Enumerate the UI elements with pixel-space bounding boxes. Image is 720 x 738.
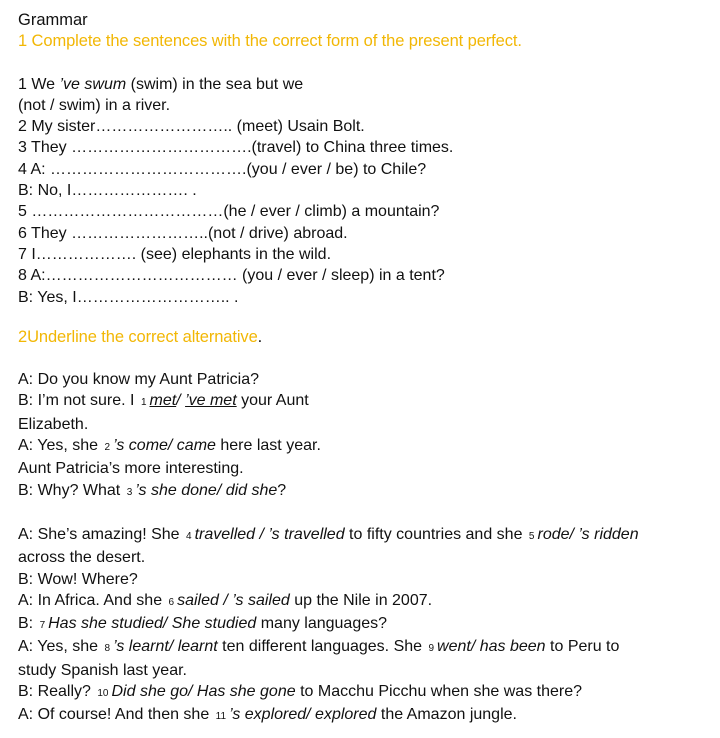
- dialogue-text: A: In Africa. And she: [18, 591, 167, 609]
- dialogue-text: A: Yes, she: [18, 437, 103, 455]
- exercise-2-heading-text: 2Underline the correct alternative: [18, 327, 258, 346]
- dialogue-text: A: Of course! And then she: [18, 706, 214, 724]
- line-text: B: Yes, I……………………….. .: [18, 288, 239, 306]
- line-text: 8 A:……………………………… (you / ever / sleep) in a tent?: [18, 267, 445, 285]
- gap-number: 3: [126, 486, 133, 498]
- gap-number: 4: [186, 530, 192, 542]
- gap-number: 10: [97, 688, 109, 700]
- dialogue-text: B: Really?: [18, 683, 96, 701]
- line-text: 2 My sister…………………….. (meet) Usain Bolt.: [18, 118, 365, 136]
- dialogue-text: your Aunt: [236, 392, 309, 410]
- alternative-option[interactable]: Has she studied/ She studied: [48, 615, 257, 633]
- alternative-option[interactable]: travelled / ’s travelled: [194, 525, 345, 543]
- alternative-option[interactable]: ’s explored/ explored: [229, 706, 377, 724]
- exercise-1-line: [18, 137, 720, 158]
- exercise-1-line: [18, 116, 720, 137]
- dialogue-text: up the Nile in 2007.: [289, 591, 433, 609]
- gap-number: 8: [104, 643, 111, 655]
- gap-number: 9: [428, 643, 435, 655]
- dialogue-text: here last year.: [215, 437, 321, 455]
- example-answer: ’ve swum: [59, 75, 127, 93]
- page-title: Grammar: [18, 11, 88, 29]
- exercise-2-dialogue-part-2: [18, 524, 720, 728]
- dialogue-text: the Amazon jungle.: [376, 706, 517, 724]
- gap-number: 6: [168, 596, 175, 608]
- exercise-1-line: [18, 223, 720, 244]
- exercise-2-heading-dot: .: [257, 327, 263, 346]
- dialogue-text: B:: [18, 615, 38, 633]
- alternative-option[interactable]: Did she go/ Has she gone: [111, 683, 296, 701]
- dialogue-line: [18, 704, 720, 727]
- dialogue-text: ?: [277, 481, 287, 499]
- gap-number: 5: [528, 530, 535, 542]
- dialogue-text: across the desert.: [18, 549, 146, 567]
- dialogue-text: B: I’m not sure. I: [18, 392, 139, 410]
- alternative-option[interactable]: ’s she done/ did she: [135, 481, 278, 499]
- alternative-option[interactable]: ’ve met: [185, 392, 237, 410]
- line-text: 3 They …………………………….(travel) to China three times.: [18, 139, 454, 157]
- alternative-option[interactable]: /: [176, 392, 186, 410]
- alternative-option[interactable]: rode/ ’s ridden: [537, 525, 639, 543]
- exercise-1-line: [18, 201, 720, 222]
- exercise-1-line: [18, 244, 720, 265]
- exercise-1-heading: 1 Complete the sentences with the correct form of the present perfect.: [18, 32, 522, 51]
- gap-number: 1: [140, 397, 147, 409]
- dialogue-line: [18, 458, 720, 479]
- dialogue-line: [18, 435, 720, 458]
- dialogue-line: [18, 681, 720, 704]
- line-text: 7 I………………. (see) elephants in the wild.: [18, 245, 332, 263]
- dialogue-line: [18, 636, 720, 659]
- line-text: (not / swim) in a river.: [18, 96, 171, 114]
- dialogue-text: Elizabeth.: [18, 415, 89, 433]
- dialogue-text: many languages?: [256, 615, 388, 633]
- dialogue-line: [18, 660, 720, 681]
- dialogue-text: A: Yes, she: [18, 638, 103, 656]
- line-text: (swim) in the sea but we: [126, 75, 304, 93]
- line-text: 1 We: [18, 75, 60, 93]
- alternative-option[interactable]: met: [149, 392, 177, 410]
- exercise-1-line: [18, 180, 720, 201]
- dialogue-line: [18, 414, 720, 435]
- exercise-1-sentences: [18, 74, 720, 308]
- exercise-1-line: [18, 74, 720, 95]
- dialogue-line: [18, 547, 720, 568]
- dialogue-line: [18, 524, 720, 547]
- alternative-option[interactable]: sailed / ’s sailed: [177, 591, 290, 609]
- dialogue-text: to Peru to: [545, 638, 620, 656]
- alternative-option[interactable]: ’s come/ came: [113, 437, 216, 455]
- line-text: B: No, I…………………. .: [18, 182, 197, 200]
- gap-number: 7: [39, 620, 46, 632]
- dialogue-text: Aunt Patricia’s more interesting.: [18, 460, 244, 478]
- exercise-2-dialogue-part-1: [18, 369, 720, 503]
- alternative-option[interactable]: ’s learnt/ learnt: [113, 638, 218, 656]
- line-text: 5 ………………………………(he / ever / climb) a mountain?: [18, 203, 440, 221]
- dialogue-line: [18, 569, 720, 590]
- dialogue-text: B: Wow! Where?: [18, 570, 138, 588]
- dialogue-text: study Spanish last year.: [18, 661, 187, 679]
- line-text: 6 They ……………………..(not / drive) abroad.: [18, 224, 348, 242]
- dialogue-line: [18, 613, 720, 636]
- exercise-1-line: [18, 287, 720, 308]
- dialogue-text: to Macchu Picchu when she was there?: [295, 683, 582, 701]
- dialogue-line: [18, 480, 720, 503]
- dialogue-text: B: Why? What: [18, 481, 125, 499]
- dialogue-line: [18, 369, 720, 390]
- dialogue-text: to fifty countries and she: [344, 525, 527, 543]
- gap-number: 11: [215, 711, 227, 723]
- exercise-1-line: [18, 159, 720, 180]
- exercise-2-heading: [18, 327, 720, 348]
- exercise-1-line: [18, 265, 720, 286]
- dialogue-line: [18, 590, 720, 613]
- line-text: 4 A: ……………………………….(you / ever / be) to Chile?: [18, 160, 427, 178]
- alternative-option[interactable]: went/ has been: [437, 638, 546, 656]
- exercise-1-line: [18, 95, 720, 116]
- dialogue-text: A: She’s amazing! She: [18, 525, 185, 543]
- gap-number: 2: [104, 442, 111, 454]
- dialogue-text: A: Do you know my Aunt Patricia?: [18, 371, 259, 389]
- dialogue-text: ten different languages. She: [217, 638, 427, 656]
- dialogue-line: [18, 390, 720, 413]
